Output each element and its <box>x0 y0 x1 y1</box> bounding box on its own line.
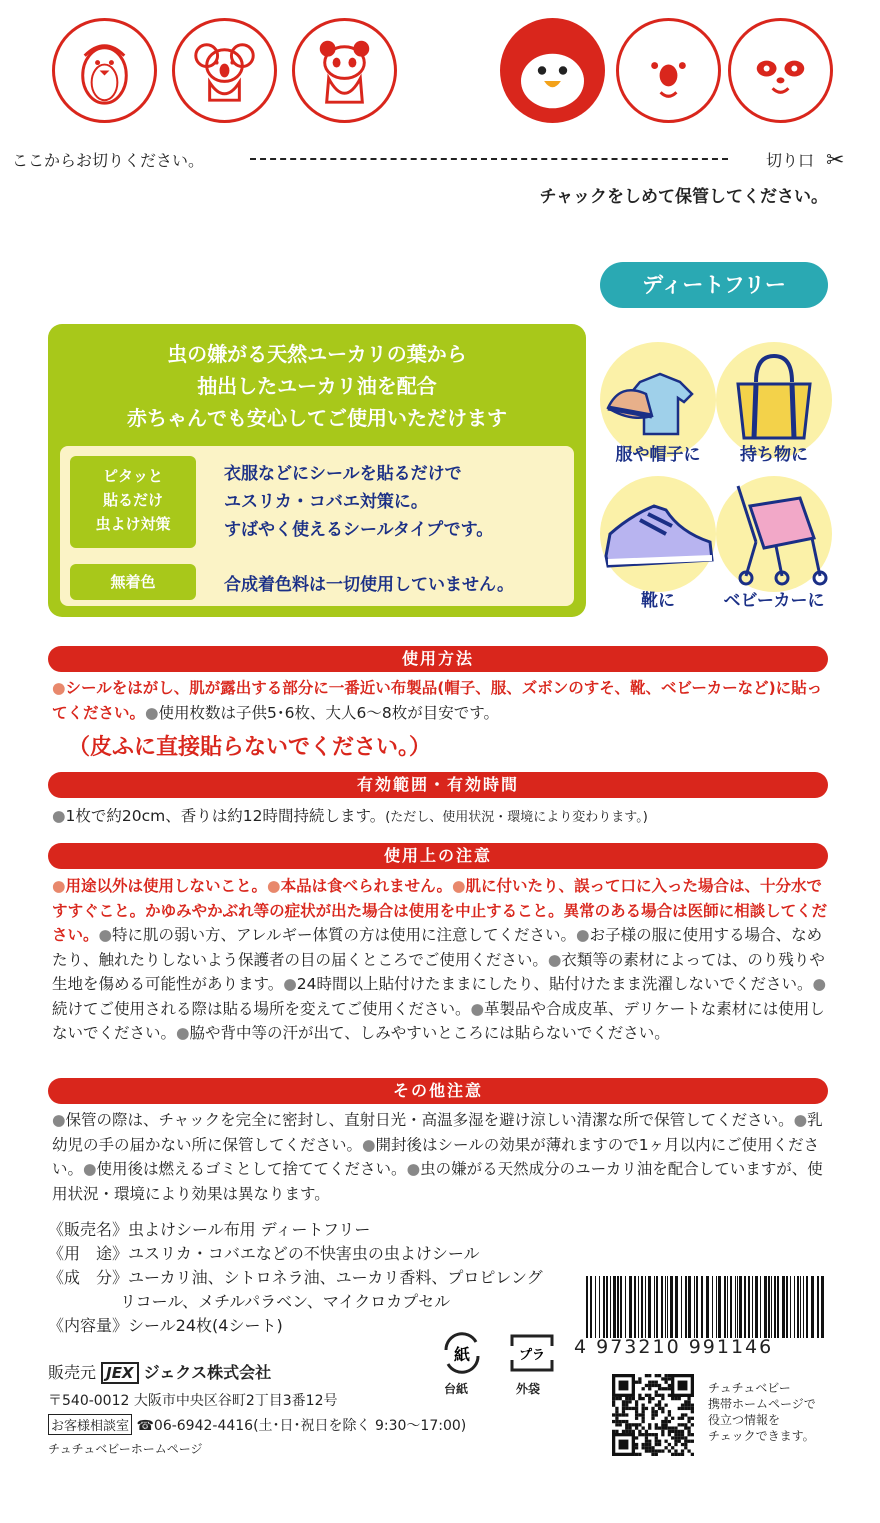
barcode-number: 4 973210 991146 <box>574 1336 774 1358</box>
koala-stamp-icon <box>172 18 277 123</box>
other-text: ●保管の際は、チャックを完全に密封し、直射日光・高温多湿を避け涼しい清潔な所で保管してください。●乳幼児の手の届かない所に保管してください。●開封後はシールの効果が薄れますので1ヶ月以内にご使用ください。●使用後は燃えるゴミとして捨ててください。●虫の嫌がる天然成分のユーカリ油を配合していますが、使用状況・環境により効果は異なります。 <box>52 1111 823 1203</box>
paper-label: 台紙 <box>444 1382 469 1396</box>
svg-text:紙: 紙 <box>453 1345 471 1364</box>
range-heading: 有効範囲・有効時間 <box>48 772 828 798</box>
plastic-recycle-icon <box>506 1328 558 1378</box>
stroller-label: ベビーカーに <box>723 591 825 611</box>
panda-face-icon <box>728 18 833 123</box>
barcode <box>582 1276 830 1338</box>
feature-tag-colorless: 無着色 <box>70 564 196 600</box>
clothes-label: 服や帽子に <box>615 445 701 465</box>
panda-stamp-icon <box>292 18 397 123</box>
caution-heading: 使用上の注意 <box>48 843 828 869</box>
cut-dashed-line <box>250 158 728 160</box>
shoes-icon <box>600 476 716 592</box>
stroller-icon <box>716 476 832 592</box>
plastic-label: 外袋 <box>516 1382 541 1396</box>
usage-text: ●シールをはがし、肌が露出する部分に一番近い布製品(帽子、服、ズボンのすそ、靴、ベビーカーなど)に貼ってください。●使用枚数は子供5･6枚、大人6～8枚が目安です。 <box>52 679 823 722</box>
penguin-face-icon <box>500 18 605 123</box>
product-info: 《販売名》虫よけシール布用 ディートフリー 《用 途》ユスリカ・コバエなどの不快害虫の虫よけシール 《成 分》ユーカリ油、シトロネラ油、ユーカリ香料、プロピレング リコール、メチルパラベン、マイクロカプセル 《内容量》シール24枚(4シート) <box>48 1220 543 1335</box>
cut-mark-label: 切り口 <box>766 151 815 170</box>
feature-tag-sticker: ピタッと 貼るだけ 虫よけ対策 <box>70 456 196 548</box>
penguin-stamp-icon <box>52 18 157 123</box>
caution-text: ●用途以外は使用しないこと。●本品は食べられません。●肌に付いたり、誤って口に入った場合は、十分水ですすぐこと。かゆみやかぶれ等の症状が出た場合は使用を中止すること。異常のある場合は医師に相談してください。●特に肌の弱い方、アレルギー体質の方は使用に注意してください。●お子様の服に使用する場合、なめたり、触れたりしないよう保護者の目の届くところでご使用ください。●衣類等の素材によっては、のり残りや生地を傷める可能性があります。●24時間以上貼付けたままにしたり、貼付けたまま洗濯しないでください。●続けてご使用される際は貼る場所を変えてご使用ください。●革製品や合成皮革、デリケートな素材には使用しないでください。●脇や背中等の汗が出て、しみやすいところには貼らないでください。 <box>52 877 828 1042</box>
jex-logo: JEX <box>101 1362 138 1384</box>
qr-caption: チュチュベビー 携帯ホームページで 役立つ情報を チェックできます。 <box>708 1381 816 1443</box>
company-line: 販売元 JEX ジェクス株式会社 <box>48 1363 272 1382</box>
feature-desc-sticker: 衣服などにシールを貼るだけで ユスリカ・コバエ対策に。 すばやく使えるシールタイプです。 <box>224 464 494 540</box>
range-text: ●1枚で約20cm、香りは約12時間持続します。(ただし、使用状況・環境により変わります。) <box>52 807 648 825</box>
company-address: 〒540-0012 大阪市中央区谷町2丁目3番12号 <box>48 1393 338 1409</box>
scissors-icon: ✂ <box>826 148 845 173</box>
svg-text:プラ: プラ <box>518 1348 546 1363</box>
koala-face-icon <box>616 18 721 123</box>
bag-label: 持ち物に <box>740 445 808 465</box>
contact-line: お客様相談室 ☎06-6942-4416(土･日･祝日を除く 9:30～17:00) <box>48 1414 466 1435</box>
feature-desc-colorless: 合成着色料は一切使用していません。 <box>224 575 515 595</box>
qr-code <box>612 1374 694 1456</box>
cut-instruction: ここからお切りください。 <box>12 151 205 170</box>
usage-emphasis: （皮ふに直接貼らないでください。） <box>68 735 432 760</box>
other-heading: その他注意 <box>48 1078 828 1104</box>
usage-heading: 使用方法 <box>48 646 828 672</box>
shoes-label: 靴に <box>641 591 675 611</box>
paper-recycle-icon <box>436 1328 488 1378</box>
feature-headline: 虫の嫌がる天然ユーカリの葉から 抽出したユーカリ油を配合 赤ちゃんでも安心してご使用いただけます <box>127 342 507 430</box>
homepage-label: チュチュベビーホームページ <box>48 1442 203 1456</box>
zip-note: チャックをしめて保管してください。 <box>539 187 828 207</box>
deet-free-badge: ディートフリー <box>600 262 828 308</box>
